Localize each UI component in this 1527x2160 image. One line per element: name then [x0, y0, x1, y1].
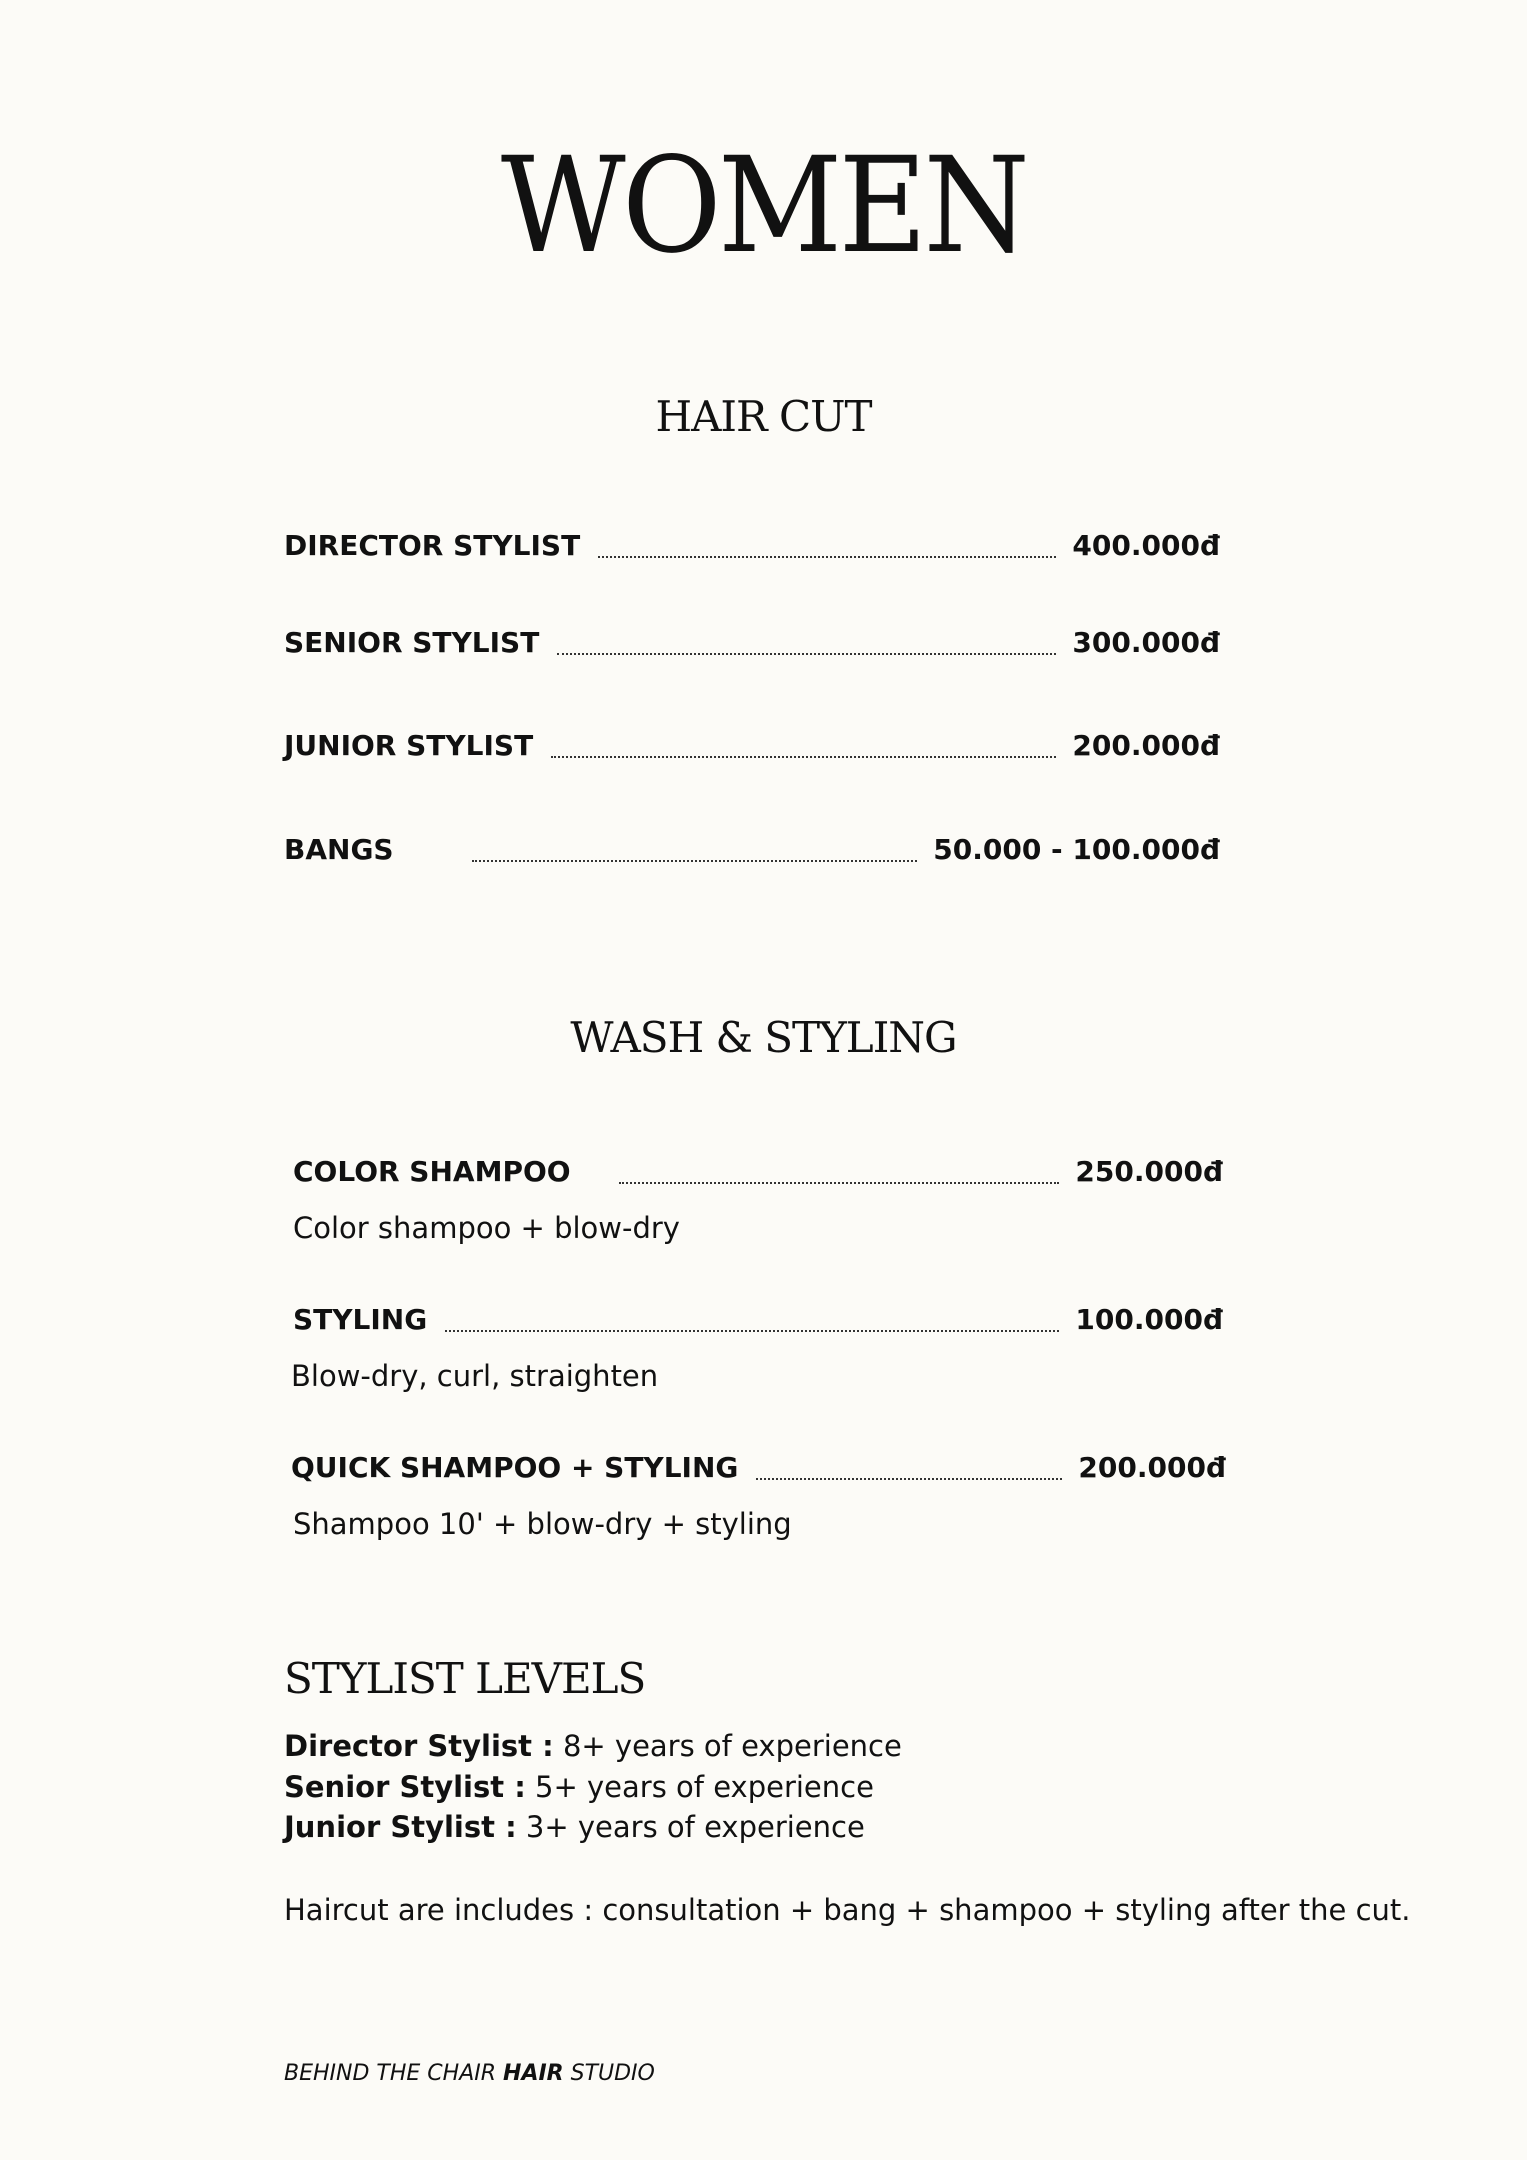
dotted-leader — [557, 652, 1056, 655]
service-price: 50.000 - 100.000đ — [933, 833, 1220, 866]
service-description: Color shampoo + blow-dry — [293, 1211, 680, 1245]
dotted-leader — [619, 1181, 1060, 1184]
price-row-quick-shampoo-styling — [291, 1444, 1226, 1488]
service-price: 200.000đ — [1078, 1451, 1226, 1484]
service-label: JUNIOR STYLIST — [284, 729, 534, 762]
haircut-includes-note: Haircut are includes : consultation + bang + shampoo + styling after the cut. — [284, 1893, 1411, 1927]
service-price: 250.000đ — [1075, 1155, 1223, 1188]
level-experience: 3+ years of experience — [525, 1810, 865, 1844]
service-price: 100.000đ — [1075, 1303, 1223, 1336]
footer-prefix: BEHIND THE CHAIR — [284, 2061, 497, 2086]
studio-footer — [284, 2063, 655, 2085]
service-label: STYLING — [293, 1303, 428, 1336]
stylist-levels-heading: STYLIST LEVELS — [284, 1654, 646, 1703]
service-price: 200.000đ — [1072, 729, 1220, 762]
service-label: COLOR SHAMPOO — [293, 1155, 571, 1188]
price-row-styling — [293, 1296, 1223, 1340]
stylist-level-senior — [284, 1770, 874, 1804]
service-label: QUICK SHAMPOO + STYLING — [291, 1451, 739, 1484]
service-label: DIRECTOR STYLIST — [284, 529, 581, 562]
page-title: WOMEN — [500, 129, 1027, 283]
price-row-junior-stylist — [284, 722, 1220, 766]
dotted-leader — [445, 1329, 1059, 1332]
hair-cut-heading: HAIR CUT — [655, 392, 872, 441]
service-label: BANGS — [284, 833, 394, 866]
service-description: Blow-dry, curl, straighten — [291, 1359, 659, 1393]
price-row-senior-stylist — [284, 619, 1220, 663]
level-name: Senior Stylist : — [284, 1770, 526, 1804]
level-experience: 5+ years of experience — [535, 1770, 874, 1804]
price-row-color-shampoo — [293, 1148, 1223, 1192]
service-label: SENIOR STYLIST — [284, 626, 540, 659]
footer-suffix: STUDIO — [570, 2061, 655, 2086]
level-name: Director Stylist : — [284, 1729, 554, 1763]
price-row-director-stylist — [284, 522, 1220, 566]
level-name: Junior Stylist : — [284, 1810, 517, 1844]
wash-styling-heading: WASH & STYLING — [570, 1013, 957, 1062]
service-price: 300.000đ — [1072, 626, 1220, 659]
dotted-leader — [598, 555, 1056, 558]
footer-bold: HAIR — [503, 2061, 564, 2086]
dotted-leader — [756, 1477, 1062, 1480]
dotted-leader — [472, 859, 918, 862]
dotted-leader — [551, 755, 1056, 758]
price-row-bangs — [284, 826, 1220, 870]
stylist-level-junior — [284, 1810, 865, 1844]
stylist-level-director — [284, 1729, 902, 1763]
service-description: Shampoo 10' + blow-dry + styling — [293, 1507, 792, 1541]
service-price: 400.000đ — [1072, 529, 1220, 562]
level-experience: 8+ years of experience — [562, 1729, 902, 1763]
